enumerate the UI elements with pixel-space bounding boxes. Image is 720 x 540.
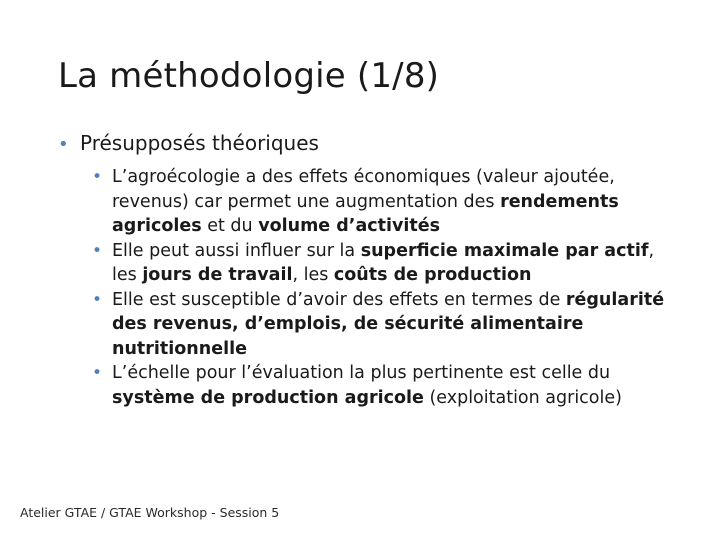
bullet-dot-icon: • (92, 240, 103, 261)
item-text: (exploitation agricole) (423, 387, 622, 408)
item-bold-text: volume d’activités (258, 216, 441, 236)
level1-bullet-item (58, 131, 319, 155)
bullet-dot-icon: • (92, 363, 103, 383)
item-bold-text: rendements agricoles (112, 191, 619, 236)
item-bold-text: coûts de production (333, 265, 532, 285)
slide-title: La méthodologie (1/8) (58, 56, 440, 96)
sub-item-echelle (92, 361, 672, 410)
item-bold-text: système de production agricole (112, 387, 424, 408)
sub-item-superficie (92, 239, 672, 288)
level1-text: Présupposés théoriques (80, 131, 319, 155)
item-text: et du (201, 216, 259, 236)
item-text: L’agroécologie a des effets économiques (valeur ajoutée, revenus) car permet une augmentation des (112, 167, 615, 212)
bullet-dot-icon: • (58, 134, 69, 155)
bullet-dot-icon: • (92, 167, 103, 187)
item-text: , les (112, 240, 655, 285)
item-text: L’échelle pour l’évaluation la plus pertinente est celle du (112, 363, 611, 383)
slide-footer: Atelier GTAE / GTAE Workshop - Session 5 (20, 505, 280, 520)
item-bold-text: superficie maximale par actif (360, 240, 649, 261)
item-text: , les (292, 265, 334, 285)
item-text: Elle est susceptible d’avoir des effets en termes de (112, 289, 566, 310)
item-bold-text: régularité des revenus, d’emplois, de sécurité alimentaire nutritionnelle (112, 289, 665, 359)
item-text: Elle peut aussi influer sur la (112, 240, 361, 261)
sub-item-regularite (92, 288, 672, 362)
sub-bullet-list (92, 165, 672, 410)
sub-item-rendements (92, 165, 672, 239)
item-bold-text: jours de travail (142, 265, 293, 285)
bullet-dot-icon: • (92, 289, 103, 310)
